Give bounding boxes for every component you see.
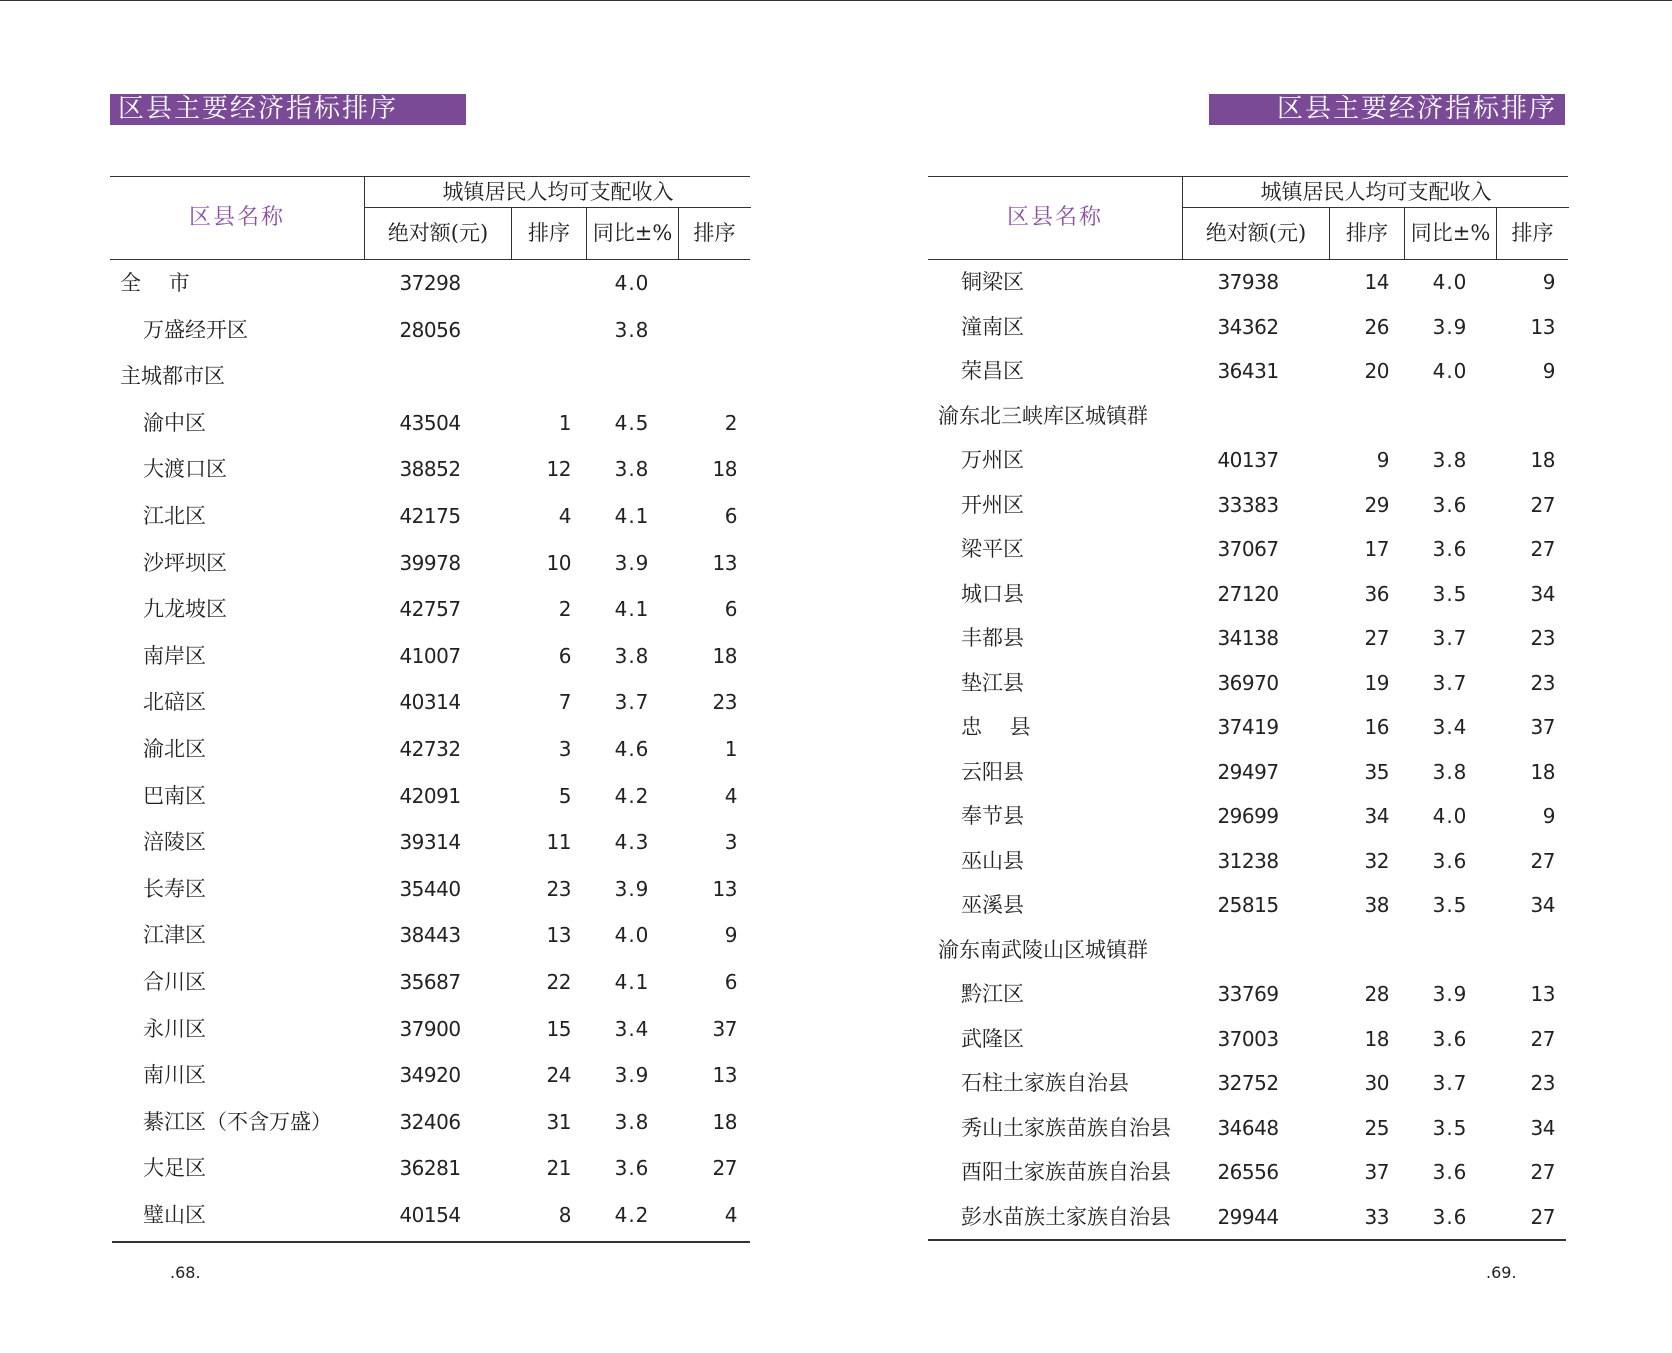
row-district-name: 开州区 (961, 492, 1024, 517)
header-district-name: 区县名称 (1006, 205, 1103, 230)
row-district-name: 江津区 (143, 923, 206, 948)
table-row (110, 912, 750, 959)
row-district-name: 垫江县 (961, 670, 1024, 695)
row-absolute-value: 25815 (1217, 893, 1279, 917)
table-row (110, 1052, 750, 1099)
table-row (928, 616, 1568, 661)
row-rank: 10 (546, 550, 571, 575)
row-yoy-pct: 3.6 (1432, 1204, 1468, 1229)
row-district-name: 巴南区 (143, 783, 206, 808)
row-yoy-rank: 23 (1530, 626, 1555, 650)
row-yoy-rank: 27 (1530, 1204, 1555, 1229)
row-yoy-rank: 18 (1530, 448, 1555, 472)
row-yoy-pct: 3.6 (1432, 1026, 1468, 1051)
header-yoy-pct: 同比±% (586, 208, 678, 259)
row-yoy-rank: 13 (1530, 314, 1555, 339)
table-row (928, 928, 1568, 973)
row-yoy-rank: 9 (1542, 270, 1555, 294)
table-row (110, 260, 750, 307)
row-yoy-rank: 27 (1530, 848, 1555, 873)
row-absolute-value: 40314 (399, 690, 461, 715)
row-yoy-pct: 3.9 (614, 876, 650, 901)
row-district-name: 黔江区 (961, 982, 1024, 1006)
row-absolute-value: 27120 (1217, 581, 1279, 606)
row-yoy-rank: 6 (724, 503, 737, 528)
row-yoy-rank: 27 (1530, 492, 1555, 517)
table-row (110, 679, 750, 726)
row-rank: 24 (546, 1063, 571, 1088)
table-row (928, 1017, 1568, 1062)
row-yoy-rank: 18 (712, 457, 737, 482)
row-rank: 5 (558, 783, 571, 808)
row-absolute-value: 36970 (1217, 670, 1279, 695)
header-district-name: 区县名称 (188, 205, 285, 230)
row-yoy-pct: 4.5 (614, 410, 650, 435)
row-yoy-pct: 3.6 (1432, 537, 1468, 561)
table-row (110, 726, 750, 773)
row-district-name: 渝东南武陵山区城镇群 (938, 937, 1148, 962)
row-absolute-value: 37938 (1217, 270, 1279, 294)
table-row (928, 883, 1568, 928)
row-district-name: 九龙坡区 (143, 597, 227, 622)
row-yoy-pct: 4.2 (614, 1202, 650, 1227)
row-rank: 16 (1364, 715, 1389, 739)
row-yoy-rank: 6 (724, 597, 737, 622)
table-bottom-rule-right (928, 1239, 1566, 1241)
table-body-right (928, 260, 1568, 1239)
row-absolute-value: 39314 (399, 830, 461, 855)
row-yoy-rank: 23 (1530, 670, 1555, 695)
row-district-name: 潼南区 (961, 314, 1024, 339)
row-yoy-rank: 18 (1530, 759, 1555, 784)
row-district-name: 綦江区（不含万盛） (143, 1109, 332, 1134)
table-row (110, 540, 750, 587)
header-yoy-pct: 同比±% (1404, 208, 1496, 259)
row-absolute-value: 39978 (399, 550, 461, 575)
header-income-group: 城镇居民人均可支配收入 (1182, 177, 1569, 208)
row-district-name: 城口县 (961, 581, 1024, 606)
row-yoy-rank: 27 (1530, 537, 1555, 561)
row-rank: 33 (1364, 1204, 1389, 1229)
row-yoy-rank: 27 (1530, 1160, 1555, 1184)
row-yoy-rank: 2 (724, 410, 737, 435)
row-yoy-pct: 3.8 (614, 1109, 650, 1134)
row-absolute-value: 37900 (399, 1016, 461, 1041)
row-yoy-rank: 3 (724, 830, 737, 855)
row-yoy-rank: 9 (1542, 359, 1555, 383)
table-row (928, 705, 1568, 750)
row-rank: 31 (546, 1109, 571, 1134)
table-row (110, 1099, 750, 1146)
row-yoy-pct: 3.8 (614, 457, 650, 482)
row-yoy-rank: 13 (712, 876, 737, 901)
header-rank: 排序 (1329, 208, 1404, 259)
row-absolute-value: 29944 (1217, 1204, 1279, 1229)
row-district-name: 永川区 (143, 1016, 206, 1041)
row-absolute-value: 32406 (399, 1109, 461, 1134)
row-rank: 23 (546, 876, 571, 901)
table-row (110, 819, 750, 866)
table-row (928, 794, 1568, 839)
income-table-left (110, 176, 750, 1238)
row-yoy-pct: 4.1 (614, 969, 650, 994)
row-district-name: 酉阳土家族苗族自治县 (961, 1160, 1171, 1184)
table-row (110, 446, 750, 493)
row-absolute-value: 37003 (1217, 1026, 1279, 1051)
row-district-name: 巫山县 (961, 848, 1024, 873)
row-rank: 20 (1364, 359, 1389, 383)
row-rank: 18 (1364, 1026, 1389, 1051)
row-absolute-value: 29699 (1217, 804, 1279, 828)
row-rank: 36 (1364, 581, 1389, 606)
row-absolute-value: 32752 (1217, 1071, 1279, 1095)
row-absolute-value: 26556 (1217, 1160, 1279, 1184)
table-row (928, 661, 1568, 706)
row-district-name: 秀山土家族苗族自治县 (961, 1115, 1171, 1140)
row-absolute-value: 38852 (399, 457, 461, 482)
table-row (110, 1006, 750, 1053)
row-yoy-rank: 34 (1530, 581, 1555, 606)
row-yoy-rank: 23 (712, 690, 737, 715)
row-yoy-pct: 3.7 (1432, 670, 1468, 695)
row-yoy-pct: 3.8 (614, 643, 650, 668)
row-absolute-value: 42757 (399, 597, 461, 622)
row-absolute-value: 31238 (1217, 848, 1279, 873)
row-absolute-value: 42175 (399, 503, 461, 528)
row-district-name: 云阳县 (961, 759, 1024, 784)
row-district-name: 渝中区 (143, 410, 206, 435)
row-absolute-value: 34648 (1217, 1115, 1279, 1140)
row-district-name: 渝北区 (143, 736, 206, 761)
row-yoy-rank: 34 (1530, 1115, 1555, 1140)
row-rank: 13 (546, 923, 571, 948)
table-row (928, 438, 1568, 483)
row-rank: 7 (558, 690, 571, 715)
row-yoy-pct: 4.1 (614, 597, 650, 622)
row-yoy-pct: 3.5 (1432, 581, 1468, 606)
row-yoy-rank: 37 (712, 1016, 737, 1041)
row-yoy-rank: 27 (1530, 1026, 1555, 1051)
section-title-left: 区县主要经济指标排序 (110, 94, 466, 125)
table-bottom-rule-left (112, 1241, 750, 1243)
row-absolute-value: 36431 (1217, 359, 1279, 383)
row-yoy-pct: 3.7 (614, 690, 650, 715)
row-district-name: 石柱土家族自治县 (961, 1071, 1129, 1095)
row-absolute-value: 42091 (399, 783, 461, 808)
row-yoy-rank: 13 (1530, 982, 1555, 1006)
row-rank: 1 (558, 410, 571, 435)
table-row (928, 1150, 1568, 1195)
row-district-name: 主城都市区 (120, 364, 225, 389)
row-yoy-rank: 18 (712, 643, 737, 668)
table-row (928, 572, 1568, 617)
table-row (928, 1061, 1568, 1106)
table-row (110, 866, 750, 913)
table-row (110, 493, 750, 540)
row-yoy-rank: 4 (724, 1202, 737, 1227)
row-district-name: 巫溪县 (961, 893, 1024, 917)
row-yoy-pct: 3.6 (614, 1156, 650, 1181)
row-yoy-rank: 1 (724, 736, 737, 761)
row-yoy-pct: 3.8 (614, 317, 650, 342)
row-yoy-pct: 3.9 (1432, 982, 1468, 1006)
header-rank: 排序 (511, 208, 586, 259)
row-district-name: 武隆区 (961, 1026, 1024, 1051)
row-rank: 8 (558, 1202, 571, 1227)
row-yoy-pct: 3.6 (1432, 848, 1468, 873)
row-absolute-value: 29497 (1217, 759, 1279, 784)
table-row (928, 1106, 1568, 1151)
row-district-name: 南岸区 (143, 643, 206, 668)
row-yoy-pct: 4.2 (614, 783, 650, 808)
table-row (110, 400, 750, 447)
row-yoy-rank: 6 (724, 969, 737, 994)
row-yoy-pct: 4.0 (1432, 804, 1468, 828)
row-absolute-value: 37067 (1217, 537, 1279, 561)
row-yoy-rank: 23 (1530, 1071, 1555, 1095)
row-yoy-pct: 3.8 (1432, 448, 1468, 472)
row-yoy-pct: 4.0 (614, 271, 650, 295)
row-district-name: 奉节县 (961, 804, 1024, 828)
table-body-left (110, 260, 750, 1238)
row-rank: 32 (1364, 848, 1389, 873)
row-absolute-value: 33769 (1217, 982, 1279, 1006)
row-rank: 2 (558, 597, 571, 622)
row-district-name: 璧山区 (143, 1202, 206, 1227)
row-yoy-pct: 3.7 (1432, 626, 1468, 650)
row-yoy-pct: 4.0 (614, 923, 650, 948)
row-rank: 25 (1364, 1115, 1389, 1140)
row-yoy-pct: 3.7 (1432, 1071, 1468, 1095)
row-rank: 21 (546, 1156, 571, 1181)
row-district-name: 梁平区 (961, 537, 1024, 561)
row-absolute-value: 34362 (1217, 314, 1279, 339)
page-number-right: .69. (1486, 1263, 1517, 1282)
row-rank: 12 (546, 457, 571, 482)
row-absolute-value: 40154 (399, 1202, 461, 1227)
table-row (110, 1145, 750, 1192)
row-district-name: 渝东北三峡库区城镇群 (938, 403, 1148, 428)
row-yoy-pct: 3.9 (614, 1063, 650, 1088)
table-row (110, 773, 750, 820)
row-yoy-pct: 3.4 (614, 1016, 650, 1041)
table-row (110, 586, 750, 633)
table-row (110, 959, 750, 1006)
right-page (836, 0, 1672, 1353)
row-yoy-rank: 37 (1530, 715, 1555, 739)
income-table-right (928, 176, 1568, 1239)
row-rank: 26 (1364, 314, 1389, 339)
row-absolute-value: 34138 (1217, 626, 1279, 650)
row-rank: 37 (1364, 1160, 1389, 1184)
row-absolute-value: 36281 (399, 1156, 461, 1181)
header-yoy-rank: 排序 (1496, 208, 1568, 259)
row-yoy-rank: 13 (712, 550, 737, 575)
header-absolute-value: 绝对额(元) (364, 208, 511, 259)
row-absolute-value: 42732 (399, 736, 461, 761)
row-rank: 28 (1364, 982, 1389, 1006)
row-absolute-value: 41007 (399, 643, 461, 668)
row-yoy-pct: 3.9 (1432, 314, 1468, 339)
row-district-name: 北碚区 (143, 690, 206, 715)
table-row (928, 260, 1568, 305)
table-row (928, 972, 1568, 1017)
row-district-name: 江北区 (143, 503, 206, 528)
row-yoy-rank: 9 (724, 923, 737, 948)
row-rank: 38 (1364, 893, 1389, 917)
row-yoy-rank: 9 (1542, 804, 1555, 828)
row-rank: 29 (1364, 492, 1389, 517)
table-row (928, 839, 1568, 884)
row-rank: 17 (1364, 537, 1389, 561)
row-rank: 30 (1364, 1071, 1389, 1095)
row-rank: 34 (1364, 804, 1389, 828)
row-yoy-rank: 27 (712, 1156, 737, 1181)
row-rank: 19 (1364, 670, 1389, 695)
row-rank: 14 (1364, 270, 1389, 294)
row-rank: 35 (1364, 759, 1389, 784)
table-row (928, 305, 1568, 350)
row-district-name: 涪陵区 (143, 830, 206, 855)
table-row (110, 633, 750, 680)
row-yoy-pct: 3.6 (1432, 492, 1468, 517)
table-row (928, 483, 1568, 528)
table-header-left (110, 176, 750, 260)
table-row (110, 353, 750, 400)
row-district-name: 荣昌区 (961, 359, 1024, 383)
row-yoy-pct: 4.0 (1432, 270, 1468, 294)
row-yoy-pct: 4.6 (614, 736, 650, 761)
row-rank: 15 (546, 1016, 571, 1041)
row-district-name: 彭水苗族土家族自治县 (961, 1204, 1171, 1229)
row-district-name: 万盛经开区 (143, 317, 248, 342)
section-title-right: 区县主要经济指标排序 (1209, 94, 1565, 125)
row-absolute-value: 43504 (399, 410, 461, 435)
row-rank: 3 (558, 736, 571, 761)
table-row (928, 750, 1568, 795)
row-district-name: 大足区 (143, 1156, 206, 1181)
row-rank: 22 (546, 969, 571, 994)
page-number-left: .68. (170, 1263, 201, 1282)
table-row (928, 527, 1568, 572)
row-yoy-pct: 3.5 (1432, 893, 1468, 917)
row-yoy-rank: 4 (724, 783, 737, 808)
table-row (110, 1192, 750, 1239)
row-district-name: 长寿区 (143, 876, 206, 901)
row-district-name: 铜梁区 (961, 270, 1024, 294)
table-row (928, 394, 1568, 439)
row-district-name: 万州区 (961, 448, 1024, 472)
row-district-name: 丰都县 (961, 626, 1024, 650)
row-district-name: 全 市 (120, 271, 190, 295)
table-row (110, 307, 750, 354)
row-rank: 11 (546, 830, 571, 855)
row-district-name: 忠 县 (961, 715, 1031, 739)
row-rank: 9 (1376, 448, 1389, 472)
row-district-name: 合川区 (143, 969, 206, 994)
row-yoy-pct: 3.4 (1432, 715, 1468, 739)
row-absolute-value: 38443 (399, 923, 461, 948)
header-yoy-rank: 排序 (678, 208, 750, 259)
header-income-group: 城镇居民人均可支配收入 (364, 177, 751, 208)
row-rank: 4 (558, 503, 571, 528)
row-yoy-pct: 3.6 (1432, 1160, 1468, 1184)
table-row (928, 349, 1568, 394)
row-yoy-pct: 3.5 (1432, 1115, 1468, 1140)
row-absolute-value: 33383 (1217, 492, 1279, 517)
row-absolute-value: 35440 (399, 876, 461, 901)
row-absolute-value: 34920 (399, 1063, 461, 1088)
row-rank: 27 (1364, 626, 1389, 650)
row-yoy-rank: 34 (1530, 893, 1555, 917)
row-yoy-pct: 4.3 (614, 830, 650, 855)
row-absolute-value: 37419 (1217, 715, 1279, 739)
row-rank: 6 (558, 643, 571, 668)
row-absolute-value: 40137 (1217, 448, 1279, 472)
row-absolute-value: 28056 (399, 317, 461, 342)
row-absolute-value: 37298 (399, 271, 461, 295)
row-yoy-rank: 13 (712, 1063, 737, 1088)
row-district-name: 沙坪坝区 (143, 550, 227, 575)
row-district-name: 南川区 (143, 1063, 206, 1088)
row-yoy-rank: 18 (712, 1109, 737, 1134)
header-absolute-value: 绝对额(元) (1182, 208, 1329, 259)
row-yoy-pct: 4.0 (1432, 359, 1468, 383)
table-header-right (928, 176, 1568, 260)
row-yoy-pct: 3.9 (614, 550, 650, 575)
row-yoy-pct: 4.1 (614, 503, 650, 528)
row-absolute-value: 35687 (399, 969, 461, 994)
table-row (928, 1195, 1568, 1240)
row-yoy-pct: 3.8 (1432, 759, 1468, 784)
row-district-name: 大渡口区 (143, 457, 227, 482)
